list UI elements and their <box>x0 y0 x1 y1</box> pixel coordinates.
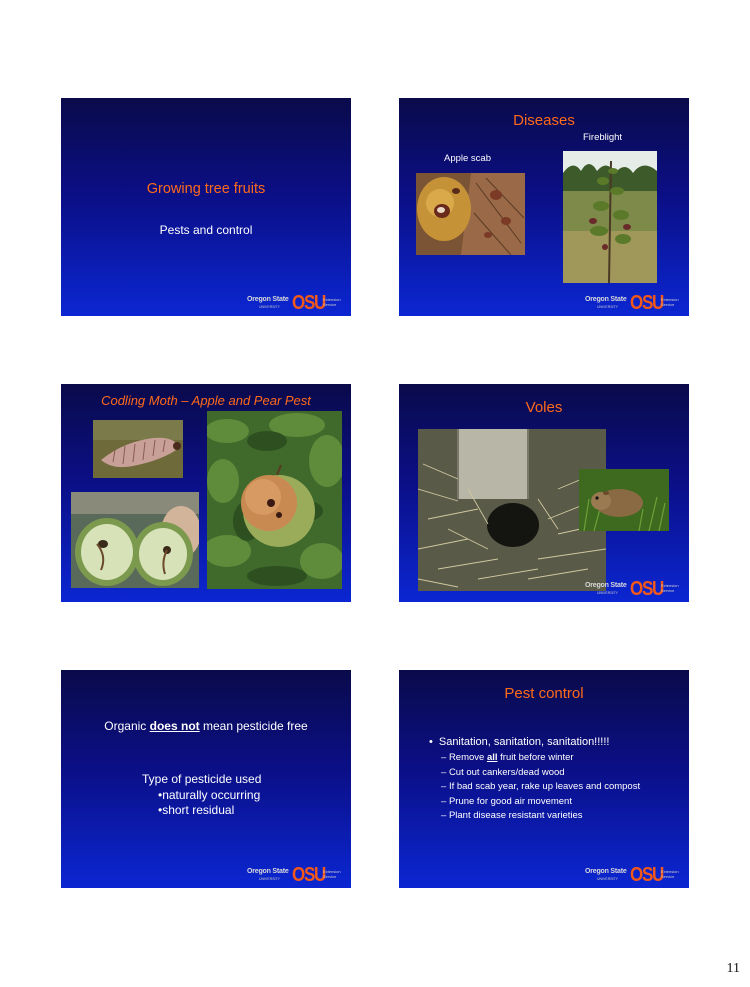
slide-title: Pest control <box>504 685 584 702</box>
fireblight-photo <box>563 151 657 283</box>
slide-5 <box>61 670 351 888</box>
pesticide-type-heading: Type of pesticide used <box>142 772 262 786</box>
apple-scab-photo <box>416 173 525 255</box>
slide-1 <box>61 98 351 316</box>
slide-3 <box>61 384 351 602</box>
list-item: – Prune for good air movement <box>441 795 572 807</box>
fireblight-label: Fireblight <box>583 132 623 143</box>
slide-title: Voles <box>525 399 563 416</box>
slide-4 <box>399 384 689 602</box>
cut-apples-photo <box>71 492 199 588</box>
list-item: •naturally occurring <box>158 788 261 802</box>
organic-statement: Organic does not mean pesticide free <box>104 719 308 733</box>
main-bullet: • Sanitation, sanitation, sanitation!!!!! <box>429 736 610 748</box>
vole-photo <box>579 469 669 531</box>
osu-logo: Oregon State UNIVERSITY OSU Extension Service <box>247 864 341 886</box>
list-item: – Remove all fruit before winter <box>441 752 574 763</box>
damaged-apple-on-tree-photo <box>207 411 342 589</box>
osu-logo: Oregon State UNIVERSITY OSU Extension Service <box>585 864 679 886</box>
list-item: •short residual <box>158 803 235 817</box>
slide-subtitle: Pests and control <box>159 223 253 237</box>
slide-title: Growing tree fruits <box>146 181 266 197</box>
osu-logo: Oregon State UNIVERSITY OSU Extension Service <box>585 578 679 600</box>
slide-2 <box>399 98 689 316</box>
sub-bullet-list <box>441 752 681 822</box>
list-item: – If bad scab year, rake up leaves and compost <box>441 781 641 792</box>
osu-logo: Oregon State UNIVERSITY OSU Extension Service <box>585 292 679 314</box>
slide-title: Diseases <box>513 112 575 129</box>
osu-logo: Oregon State UNIVERSITY OSU Extension Service <box>247 292 341 314</box>
emphasis-does-not: does not <box>149 719 200 733</box>
slide-6 <box>399 670 689 888</box>
list-item: – Plant disease resistant varieties <box>441 810 583 821</box>
codling-moth-larva-photo <box>93 420 183 478</box>
page-number: 11 <box>726 961 740 976</box>
pesticide-type-list <box>158 788 260 818</box>
list-item: – Cut out cankers/dead wood <box>441 766 565 778</box>
vole-burrow-photo <box>418 429 606 591</box>
slide-title: Codling Moth – Apple and Pear Pest <box>101 393 311 408</box>
apple-scab-label: Apple scab <box>444 153 492 164</box>
